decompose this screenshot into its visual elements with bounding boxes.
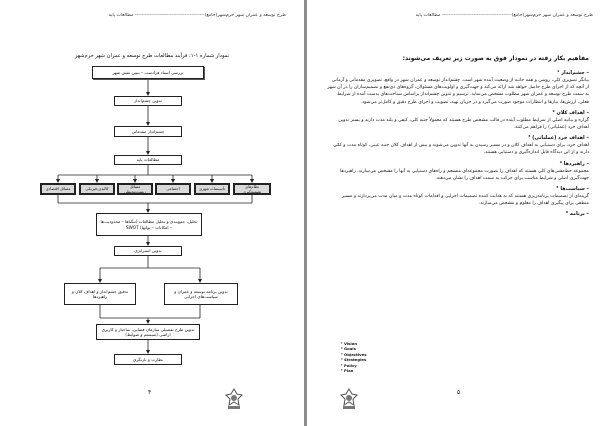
item-strategies-head: – راهبردها ⁴ <box>559 160 589 167</box>
emblem-icon <box>339 388 359 410</box>
box-upstream-documents: بررسی اسناد فرادست – تبیین نقش شهر <box>92 66 204 79</box>
footnote: ³ Objectives <box>341 351 367 357</box>
box-study-decision: نظام‌های تصمیم‌گیری <box>233 183 271 195</box>
box-preliminary-vision: چشم‌انداز مقدماتی <box>114 126 182 137</box>
item-goals-body: گزاره و بیانیه اصلی از شرایط مطلوب آینده در قالب مشخص طرح هستند که معمولاً جنبه کلی، کیفی و بلند مدت دارند و بستر تدوین اهداف خرد (عملیاتی) را فراهم می‌کنند. <box>338 117 589 131</box>
running-head-right: طرح توسعه و عمران شهر خرم‌شهر(جامع)------------------------------------------ مطالعات پایه <box>415 13 593 18</box>
footnote: ² Goals <box>341 346 356 352</box>
box-analysis: تحلیل، جمع‌بندی و تحلیل مطالعات (تنگناها – محدودیت‌ها – امکانات – توانها) SWOT <box>96 213 202 236</box>
definitions-text <box>327 55 589 217</box>
box-refine-vision: تدقیق چشم‌انداز و اهداف کلان و راهبردها <box>64 283 136 305</box>
item-objectives-body: اهداف خرد، برای دستیابی به اهداف کلان و در مسیر رسیدن به آنها تدوین می‌شوند و بیش از اهداف کلان جنبه عینی، کوتاه مدت و کمّی دارند و از این دیدگاه قابل اندازه‌گیری و دستیابی هستند. <box>333 143 589 156</box>
running-head-left: طرح توسعه و عمران شهر خرم‌شهر(جامع)------------------------------------------ مطالعات پایه <box>108 13 286 18</box>
item-vision-body: بیانگر تصویری کلی، روشن و همه جانبه از وضعیت آینده شهر است. چشم‌انداز توسعه و عمران شهر در واقع، تصویری مقدماتی و آرمانی از آنچه که از اجرای طرح حاصل خواهد شد ارائه می‌کند و جهت‌گیری و اولویت‌های مسئولان، گروه‌های ذی‌نفع و تصمیم‌سازان را در آن شهر به سمت طرح توسعه و عمران شهر مطلوب مشخص می‌نماید. ترسیم و تدوین چشم‌انداز براساس شناخت‌های بدست آمده از شرایط فعلی، ارزش‌ها، نیازها و انتظارات موجود صورت می‌گیرد و در جریان تهیه، تصویب و اجرای طرح دقیق و کامل‌تر می‌شود. <box>327 78 589 105</box>
item-strategies-body: مجموعه خط‌مشی‌های کلی هستند که اهداف را بصورت مجموعه‌ای منسجم و راه‌های دستیابی به آنها را مشخص می‌سازند. راهبردها جهت‌گیری اصلی و شرایط مناسب برای حرکت به سمت اهداف را نشان می‌دهند. <box>340 168 589 181</box>
box-study-physical: کالبدی-فیزیکی <box>79 183 115 195</box>
box-study-infrastructure: تأسیسات شهری <box>194 183 230 195</box>
intro-line: مفاهیم بکار رفته در نمودار فوق به صورت زیر تعریف می‌شوند: <box>402 55 589 62</box>
item-policy-head: – سیاست‌ها ⁵ <box>556 186 589 193</box>
box-development-program: تدوین برنامه توسعه و عمران و سیاست‌های اجرایی <box>164 283 238 305</box>
item-objectives-head: – اهداف خرد (عملیاتی) ³ <box>528 135 589 142</box>
page-number-right: ۵ <box>457 389 461 396</box>
emblem-icon <box>224 388 244 410</box>
box-study-economic: مسائل اقتصادی <box>40 183 76 195</box>
box-vision: تدوین چشم‌انداز <box>114 96 182 106</box>
box-strategy: تدوین استراتژی <box>114 246 182 256</box>
diagram-title: نمودار شماره ۱-۱: فرآیند مطالعات طرح توسعه و عمران شهر خرم‌شهر <box>74 53 230 59</box>
item-plan-head: – برنامه ⁶ <box>565 211 589 218</box>
page-number-left: ۴ <box>148 389 152 396</box>
footnote: ⁴ Strategies <box>341 357 367 363</box>
footnote: ⁵ Policy <box>341 362 357 368</box>
item-vision-head: – چشم‌انداز ¹ <box>557 70 589 76</box>
item-policy-body: گزینه‌ای از تصمیمات برنامه‌ریزی هستند که به هدایت کننده تصمیمات اجرایی و اقدامات کوتاه مدت و میان مدت می‌پردازند و مسیر منطقی برای پیگیری اهداف را معلوم و مشخص می‌سازند. <box>341 194 589 207</box>
footnote: ⁶ Plan <box>341 368 354 374</box>
item-goals-head: – اهداف کلان ² <box>552 109 589 116</box>
box-study-environment: مسائل زیست‌محیطی <box>117 183 153 195</box>
left-page <box>0 0 304 426</box>
box-detailed-plan: تدوین طرح تفصیلی سازمان فضایی، ساختار و کاربری اراضی (سیستم و ضوابط) <box>96 324 200 340</box>
box-study-social: اجتماعی <box>155 183 191 195</box>
box-base-studies: مطالعات پایه <box>114 155 182 165</box>
right-page <box>307 0 611 426</box>
footnotes <box>341 341 366 373</box>
box-monitoring: نظارت و بازنگری <box>114 354 182 365</box>
footnote: ¹ Vision <box>341 341 358 346</box>
